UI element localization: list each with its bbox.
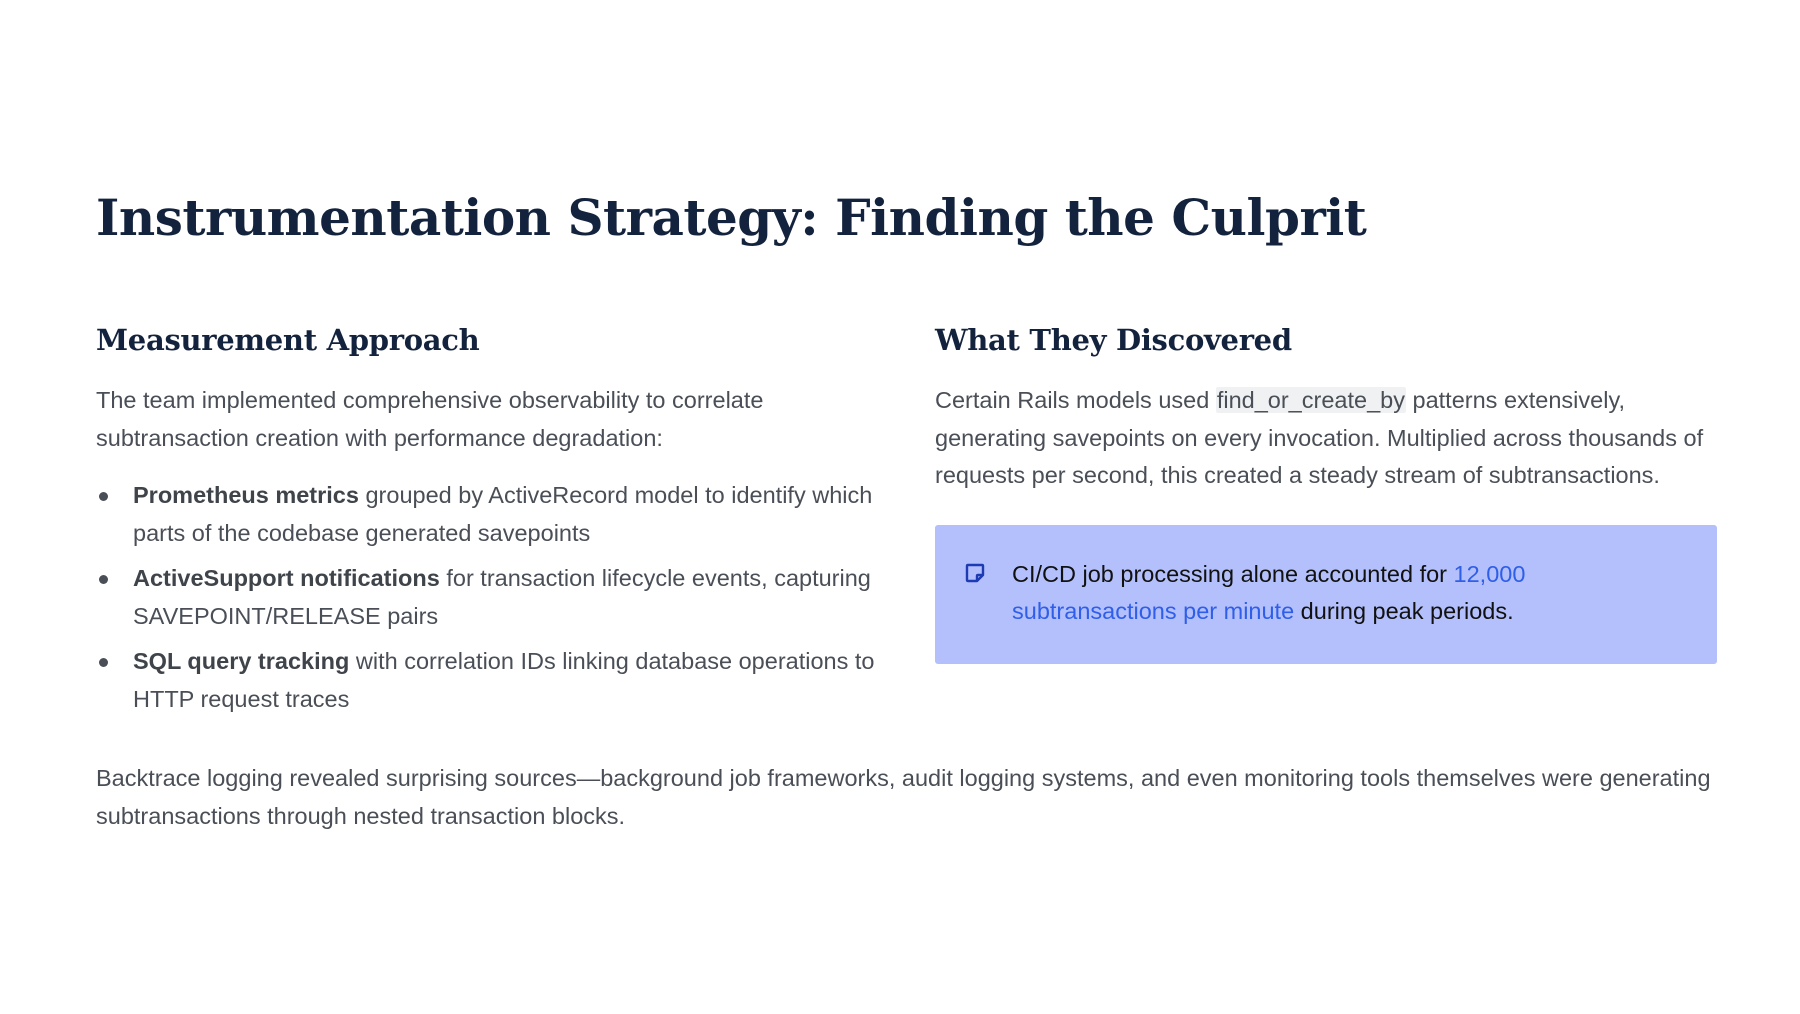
inline-code: find_or_create_by [1216,387,1405,413]
callout-text [1012,556,1632,631]
discoveries-section [935,316,1717,664]
section-heading-measurement: Measurement Approach [96,323,480,357]
callout-text-before: CI/CD job processing alone accounted for [1012,560,1454,587]
section-heading-discoveries: What They Discovered [935,323,1292,357]
para-text-before: Certain Rails models used [935,387,1216,413]
callout-box [935,525,1717,664]
bullet-list [96,477,886,718]
bullet-text: for transaction lifecycle events, capturing SAVEPOINT/RELEASE pairs [133,565,871,629]
page-title: Instrumentation Strategy: Finding the Culprit [96,188,1367,247]
bullet-dot-icon [99,492,108,501]
footer-paragraph: Backtrace logging revealed surprising sources—background job frameworks, audit logging systems, and even monitoring tools themselves were generating subtransactions through nested transaction blocks. [96,765,1711,829]
discoveries-paragraph [935,382,1717,495]
measurement-approach-section [96,316,886,726]
bullet-dot-icon [99,575,108,584]
callout-highlight: 12,000 subtransactions per minute [1012,560,1526,624]
callout-text-after: during peak periods. [1294,598,1514,624]
bullet-bold-label: ActiveSupport notifications [133,565,440,591]
list-item [96,477,886,552]
bullet-text: with correlation IDs linking database operations to HTTP request traces [133,648,875,712]
bullet-dot-icon [99,658,108,667]
bullet-text: grouped by ActiveRecord model to identify which parts of the codebase generated savepoints [133,482,873,546]
list-item [96,560,886,635]
bullet-bold-label: Prometheus metrics [133,482,359,508]
list-item [96,643,886,718]
bullet-bold-label: SQL query tracking [133,648,350,674]
intro-paragraph: The team implemented comprehensive observability to correlate subtransaction creation with performance degradation: [96,387,764,451]
para-text-after: patterns extensively, generating savepoints on every invocation. Multiplied across thousands of requests per second, this created a steady stream of subtransactions. [935,387,1704,488]
note-icon [965,563,985,583]
